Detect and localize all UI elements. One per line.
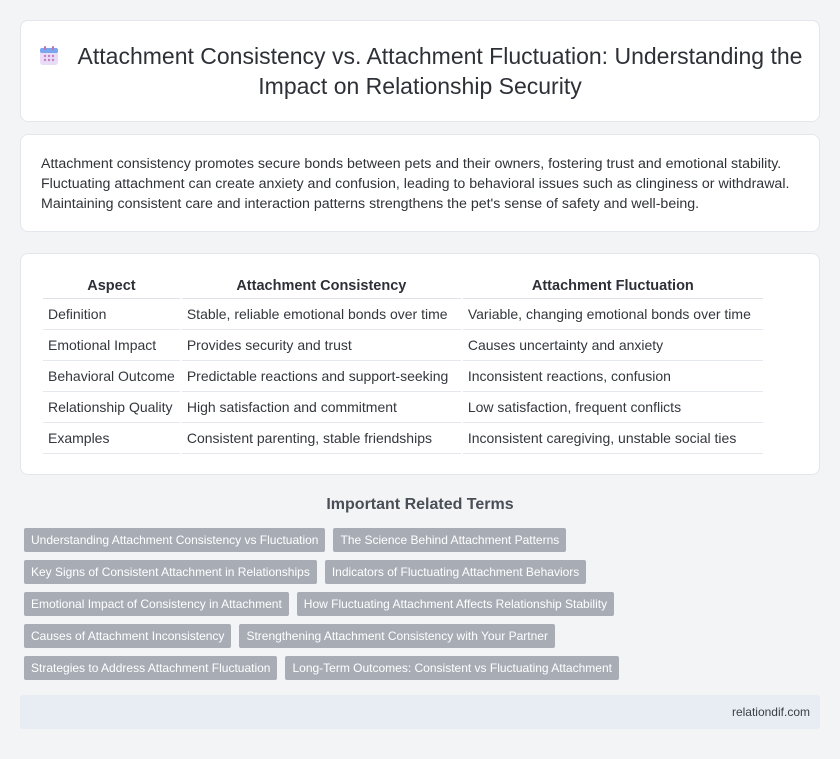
table-row (43, 330, 763, 361)
related-terms-heading: Important Related Terms (326, 496, 514, 513)
table-cell: Inconsistent reactions, confusion (463, 361, 763, 392)
tag-row (24, 560, 824, 584)
column-header-fluctuation: Attachment Fluctuation (463, 276, 763, 299)
tag-row (24, 528, 824, 552)
related-term-link[interactable]: Long-Term Outcomes: Consistent vs Fluctuating Attachment (285, 656, 618, 680)
intro-card (20, 134, 820, 232)
title-card (20, 20, 820, 122)
related-term-link[interactable]: How Fluctuating Attachment Affects Relationship Stability (297, 592, 614, 616)
related-term-link[interactable]: The Science Behind Attachment Patterns (333, 528, 566, 552)
table-cell: Behavioral Outcome (43, 361, 180, 392)
related-term-link[interactable]: Indicators of Fluctuating Attachment Behaviors (325, 560, 586, 584)
comparison-table (41, 276, 765, 454)
tag-row (24, 656, 824, 680)
comparison-card (20, 253, 820, 475)
table-cell: Emotional Impact (43, 330, 180, 361)
table-row (43, 392, 763, 423)
related-terms-list (24, 528, 824, 688)
intro-text: Attachment consistency promotes secure bonds between pets and their owners, fostering trust and emotional stability. Fluctuating attachment can create anxiety and confusion, leading to behavioral issues such as clinginess or withdrawal. Maintaining consistent care and interaction patterns strengthens the pet's sense of safety and well-being. (41, 156, 790, 212)
table-cell: Variable, changing emotional bonds over time (463, 299, 763, 330)
page-title-text: Attachment Consistency vs. Attachment Fluctuation: Understanding the Impact on Relationship Security (77, 43, 803, 99)
table-cell: Provides security and trust (182, 330, 461, 361)
table-cell: Consistent parenting, stable friendships (182, 423, 461, 454)
footer (20, 695, 820, 729)
table-cell: Inconsistent caregiving, unstable social ties (463, 423, 763, 454)
table-header-row (43, 276, 763, 299)
table-cell: Predictable reactions and support-seeking (182, 361, 461, 392)
table-row (43, 299, 763, 330)
column-header-aspect: Aspect (43, 276, 180, 299)
table-cell: Definition (43, 299, 180, 330)
table-cell: Causes uncertainty and anxiety (463, 330, 763, 361)
related-term-link[interactable]: Strengthening Attachment Consistency with Your Partner (239, 624, 555, 648)
table-cell: Stable, reliable emotional bonds over time (182, 299, 461, 330)
table-cell: Examples (43, 423, 180, 454)
table-cell: Relationship Quality (43, 392, 180, 423)
table-row (43, 423, 763, 454)
related-term-link[interactable]: Understanding Attachment Consistency vs Fluctuation (24, 528, 325, 552)
page-title (21, 41, 819, 101)
column-header-consistency: Attachment Consistency (182, 276, 461, 299)
footer-site-link[interactable]: relationdif.com (731, 705, 810, 719)
related-term-link[interactable]: Key Signs of Consistent Attachment in Relationships (24, 560, 317, 584)
related-term-link[interactable]: Causes of Attachment Inconsistency (24, 624, 231, 648)
table-row (43, 361, 763, 392)
tag-row (24, 624, 824, 648)
related-term-link[interactable]: Strategies to Address Attachment Fluctuation (24, 656, 277, 680)
tag-row (24, 592, 824, 616)
related-term-link[interactable]: Emotional Impact of Consistency in Attachment (24, 592, 289, 616)
calendar-icon (38, 45, 60, 67)
table-cell: Low satisfaction, frequent conflicts (463, 392, 763, 423)
table-cell: High satisfaction and commitment (182, 392, 461, 423)
